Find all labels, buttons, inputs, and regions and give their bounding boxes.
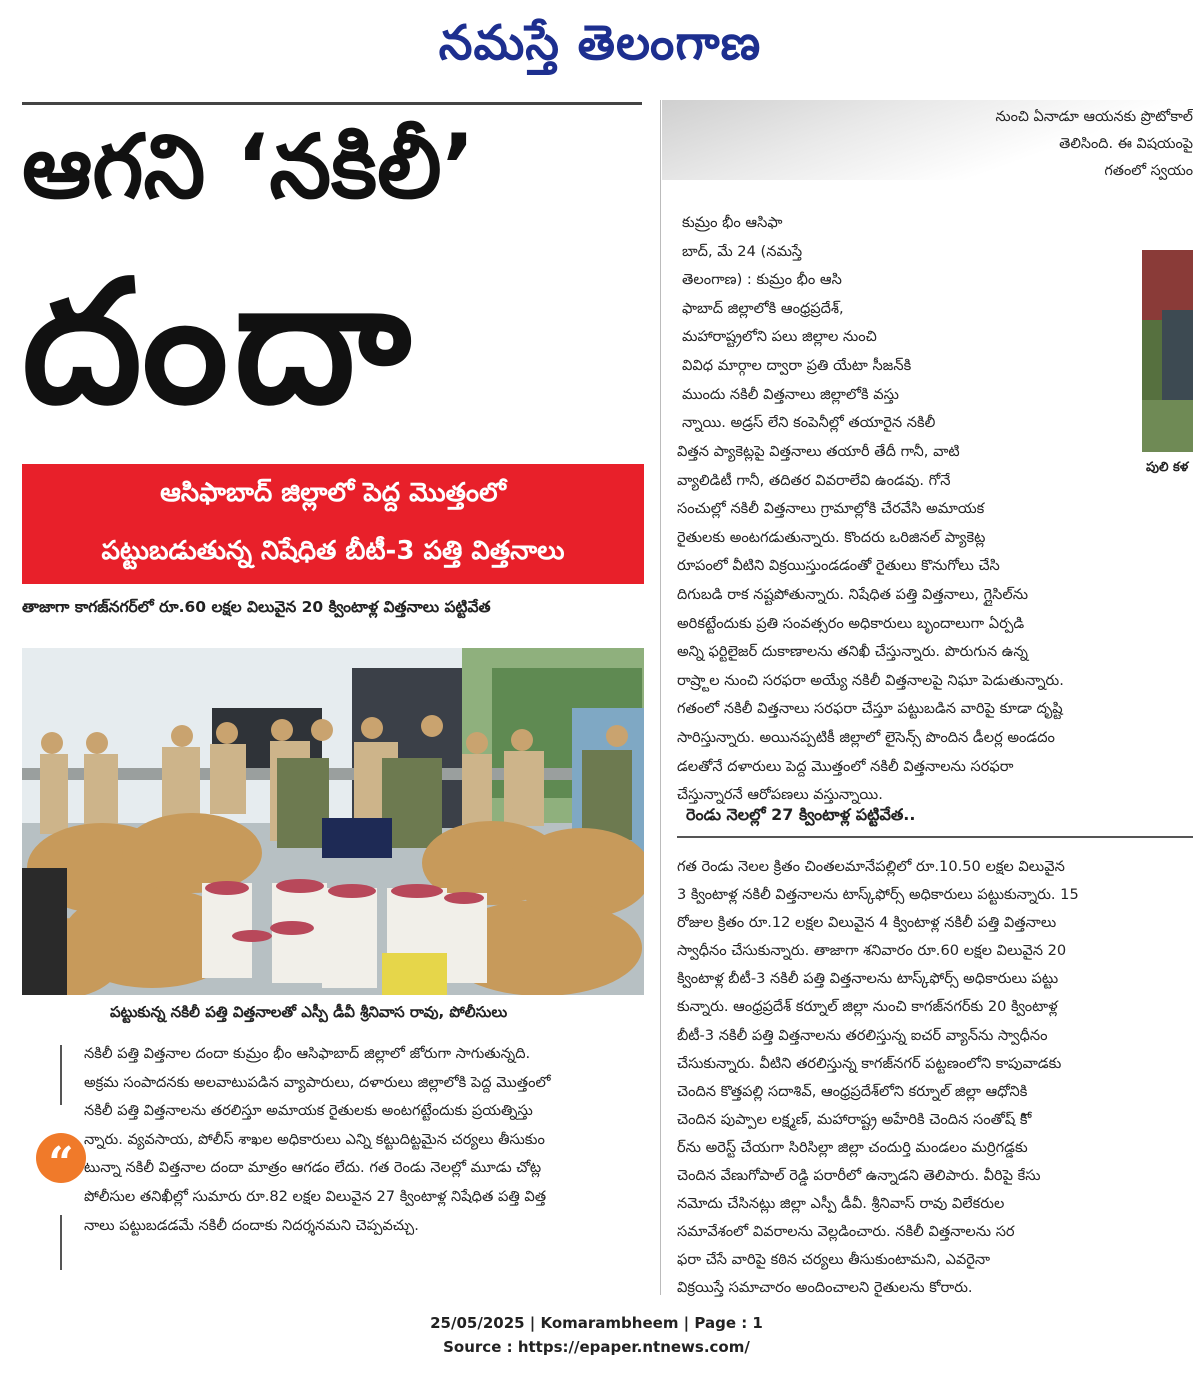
previous-article-fragment	[935, 104, 1193, 185]
pull-quote-text	[84, 1040, 648, 1240]
article-line: కుమ్రం భీం ఆసిఫా	[682, 214, 783, 231]
side-photo	[1142, 250, 1193, 452]
quote-rule-top	[60, 1045, 62, 1105]
masthead: నమస్తే తెలంగాణ	[438, 15, 762, 71]
section-line: ఫరా చేసే వారిపై కఠిన చర్యలు తీసుకుంటామని, ఎవరైనా	[677, 1251, 991, 1269]
article-line: దిగుబడి రాక నష్టపోతున్నారు. నిషేధిత పత్తి విత్తనాలు, గ్లైసిల్‌ను	[677, 585, 1029, 603]
section-line: 3 క్వింటాళ్ల నకిలీ విత్తనాలను టాస్క్‌ఫోర్స్ అధికారులు పట్టుకున్నారు. 15	[677, 886, 1079, 904]
column-divider	[660, 100, 661, 1295]
article-line: సారిస్తున్నారు. అయినప్పటికీ జిల్లాలో లైసెన్స్ పొందిన డీలర్ల అండదం	[677, 728, 1055, 746]
article-body	[677, 438, 1185, 810]
pull-quote-line: టున్నా నకిలీ విత్తనాల దందా మాత్రం ఆగడం లేదు. గత రెండు నెలల్లో మూడు చోట్ల	[84, 1159, 542, 1177]
section-rule	[677, 836, 1193, 838]
previous-article-line: గతంలో స్వయం	[1104, 163, 1193, 179]
article-line: ఫాబాద్ జిల్లాలోకి ఆంధ్రప్రదేశ్,	[682, 299, 844, 317]
pull-quote-line: అక్రమ సంపాదనకు అలవాటుపడిన వ్యాపారులు, దళారులు జిల్లాలోకి పెద్ద మొత్తంలో	[84, 1073, 551, 1091]
headline-line-2: దందా	[22, 244, 418, 442]
article-line: వివిధ మార్గాల ద్వారా ప్రతి యేటా సీజన్‌కి	[682, 356, 912, 374]
quote-icon: “	[36, 1133, 86, 1183]
article-lead	[682, 209, 1142, 438]
section-line: ర్‌ను అరెస్ట్ చేయగా సిరిసిల్లా జిల్లా చందుర్తి మండలం మర్రిగడ్డకు	[677, 1138, 1028, 1156]
article-line: వ్యాలిడిటీ గానీ, తదితర వివరాలేవి ఉండవు. గోనే	[677, 471, 951, 489]
subheadline: తాజాగా కాగజ్‌నగర్‌లో రూ.60 లక్షల విలువైన 20 క్వింటాళ్ల విత్తనాలు పట్టివేత	[22, 598, 491, 616]
section-body	[677, 853, 1189, 1303]
article-line: డలతోనే దళారులు పెద్ద మొత్తంలో నకిలీ విత్తనాలను సరఫరా	[677, 757, 1014, 775]
section-line: కున్నారు. ఆంధ్రప్రదేశ్ కర్నూల్ జిల్లా నుంచి కాగజ్‌నగర్‌కు 20 క్వింటాళ్ల	[677, 998, 1058, 1016]
pull-quote-line: పోలీసుల తనిఖీల్లో సుమారు రూ.82 లక్షల విలువైన 27 క్వింటాళ్ల నిషేధిత పత్తి విత్త	[84, 1187, 547, 1205]
article-line: రైతులకు అంటగడుతున్నారు. కొందరు ఒరిజినల్ ప్యాకెట్ల	[677, 528, 986, 546]
article-line: సంచుల్లో నకిలీ విత్తనాలు గ్రామాల్లోకి చేరవేసి అమాయక	[677, 500, 985, 518]
headline-line-1: ఆగని ‘నకిలీ’	[22, 115, 476, 218]
pull-quote-line: నకిలీ పత్తి విత్తనాల దందా కుమ్రం భీం ఆసిఫాబాద్ జిల్లాలో జోరుగా సాగుతున్నది.	[84, 1045, 531, 1062]
section-line: చెందిన పుప్పాల లక్ష్మణ్, మహారాష్ట్ర అహేరికి చెందిన సంతోష్ కిో	[677, 1110, 1028, 1128]
previous-article-line: నుంచి ఏనాడూ ఆయనకు ప్రొటోకాల్	[995, 109, 1193, 125]
article-line: న్నాయి. అడ్రస్ లేని కంపెనీల్లో తయారైన నకిలీ	[682, 414, 936, 432]
section-line: చెందిన వేణుగోపాల్ రెడ్డి పరారీలో ఉన్నాడని తెలిపారు. వీరిపై కేసు	[677, 1167, 1041, 1185]
article-line: అరికట్టేందుకు ప్రతి సంవత్సరం అధికారులు బృందాలుగా ఏర్పడి	[677, 614, 1025, 632]
side-photo-caption: పులి కళ	[1146, 460, 1189, 475]
article-line: చేస్తున్నారనే ఆరోపణలు వస్తున్నాయి.	[677, 786, 883, 804]
article-line: విత్తన ప్యాకెట్లపై విత్తనాలు తయారీ తేదీ గానీ, వాటి	[677, 443, 960, 460]
section-line: సమావేశంలో వివరాలను వెల్లడించారు. నకిలీ విత్తనాలను సర	[677, 1223, 1015, 1241]
section-line: క్వింటాళ్ల బీటీ-3 నకిలీ పత్తి విత్తనాలను టాస్క్‌ఫోర్స్ అధికారులు పట్టు	[677, 970, 1059, 988]
pull-quote-line: నాలు పట్టుబడడమే నకిలీ దందాకు నిదర్శనమని చెప్పవచ్చు.	[84, 1216, 419, 1234]
previous-article-line: తెలిసింది. ఈ విషయంపై	[1059, 136, 1193, 152]
article-line: బాద్, మే 24 (నమస్తే	[682, 242, 803, 260]
footer-source[interactable]: Source : https://epaper.ntnews.com/	[443, 1338, 750, 1356]
section-line: గత రెండు నెలల క్రితం చింతలమానేపల్లిలో రూ.10.50 లక్షల విలువైన	[677, 858, 1065, 875]
banner-line-1: ఆసిఫాబాద్ జిల్లాలో పెద్ద మొత్తంలో	[160, 478, 506, 508]
section-heading: రెండు నెలల్లో 27 క్వింటాళ్ల పట్టివేత..	[686, 805, 916, 824]
article-line: గతంలో నకిలీ విత్తనాలు సరఫరా చేస్తూ పట్టుబడిన వారిపై కూడా దృష్టి	[677, 700, 1063, 718]
article-line: మహారాష్ట్రలోని పలు జిల్లాల నుంచి	[682, 328, 877, 346]
section-line: స్వాధీనం చేసుకున్నారు. తాజాగా శనివారం రూ.60 లక్షల విలువైన 20	[677, 942, 1067, 960]
section-line: చేసుకున్నారు. వీటిని తరలిస్తున్న కాగజ్‌నగర్ పట్టణంలోని కాపువాడకు	[677, 1054, 1062, 1072]
tiger-photo	[1142, 250, 1193, 452]
article-line: రాష్ర్టాల నుంచి సరఫరా అయ్యే నకిలీ విత్తనాలపై నిఘా పెడుతున్నారు.	[677, 671, 1064, 689]
section-line: విక్రయిస్తే సమాచారం అందించాలని రైతులను కోరారు.	[677, 1279, 973, 1297]
seized-seeds-photo	[22, 648, 644, 995]
section-line: బీటీ-3 నకిలీ పత్తి విత్తనాలను తరలిస్తున్న ఐచర్ వ్యాన్‌ను స్వాధీనం	[677, 1026, 1048, 1044]
photo-caption: పట్టుకున్న నకిలీ పత్తి విత్తనాలతో ఎస్పీ డీవీ శ్రీనివాస రావు, పోలీసులు	[110, 1003, 508, 1021]
red-banner	[22, 464, 644, 584]
headline-divider	[22, 102, 642, 105]
article-line: తెలంగాణ) : కుమ్రం భీం ఆసి	[682, 271, 842, 289]
banner-line-2: పట్టుబడుతున్న నిషేధిత బీటీ-3 పత్తి విత్తనాలు	[101, 536, 565, 566]
pull-quote-line: నకిలీ పత్తి విత్తనాలను తరలిస్తూ అమాయక రైతులకు అంటగట్టేందుకు ప్రయత్నిస్తు	[84, 1102, 533, 1120]
article-line: ముందు నకిలీ విత్తనాలు జిల్లాలోకి వస్తు	[682, 385, 899, 403]
article-line: రూపంలో వీటిని విక్రయిస్తుండడంతో రైతులు కొనుగోలు చేసి	[677, 557, 1000, 575]
article-line: అన్ని ఫర్టిలైజర్ దుకాణాలను తనిఖీ చేస్తున్నారు. పొరుగున ఉన్న	[677, 643, 1028, 661]
quote-rule-bottom	[60, 1215, 62, 1270]
pull-quote-line: న్నారు. వ్యవసాయ, పోలీస్ శాఖల అధికారులు ఎన్ని కట్టుదిట్టమైన చర్యలు తీసుకుం	[84, 1130, 545, 1148]
section-line: నమోదు చేసినట్లు జిల్లా ఎస్పీ డీవీ. శ్రీనివాస్ రావు విలేకరుల	[677, 1195, 1005, 1213]
news-photo	[22, 648, 644, 995]
section-line: చెందిన కొత్తపల్లి సదాశివ్, ఆంధ్రప్రదేశ్‌లోని కర్నూల్ జిల్లా ఆధోనికి	[677, 1082, 1028, 1100]
section-line: రోజుల క్రితం రూ.12 లక్షల విలువైన 4 క్వింటాళ్ల నకిలీ పత్తి విత్తనాలు	[677, 914, 1057, 932]
footer-date-edition: 25/05/2025 | Komarambheem | Page : 1	[430, 1314, 763, 1332]
